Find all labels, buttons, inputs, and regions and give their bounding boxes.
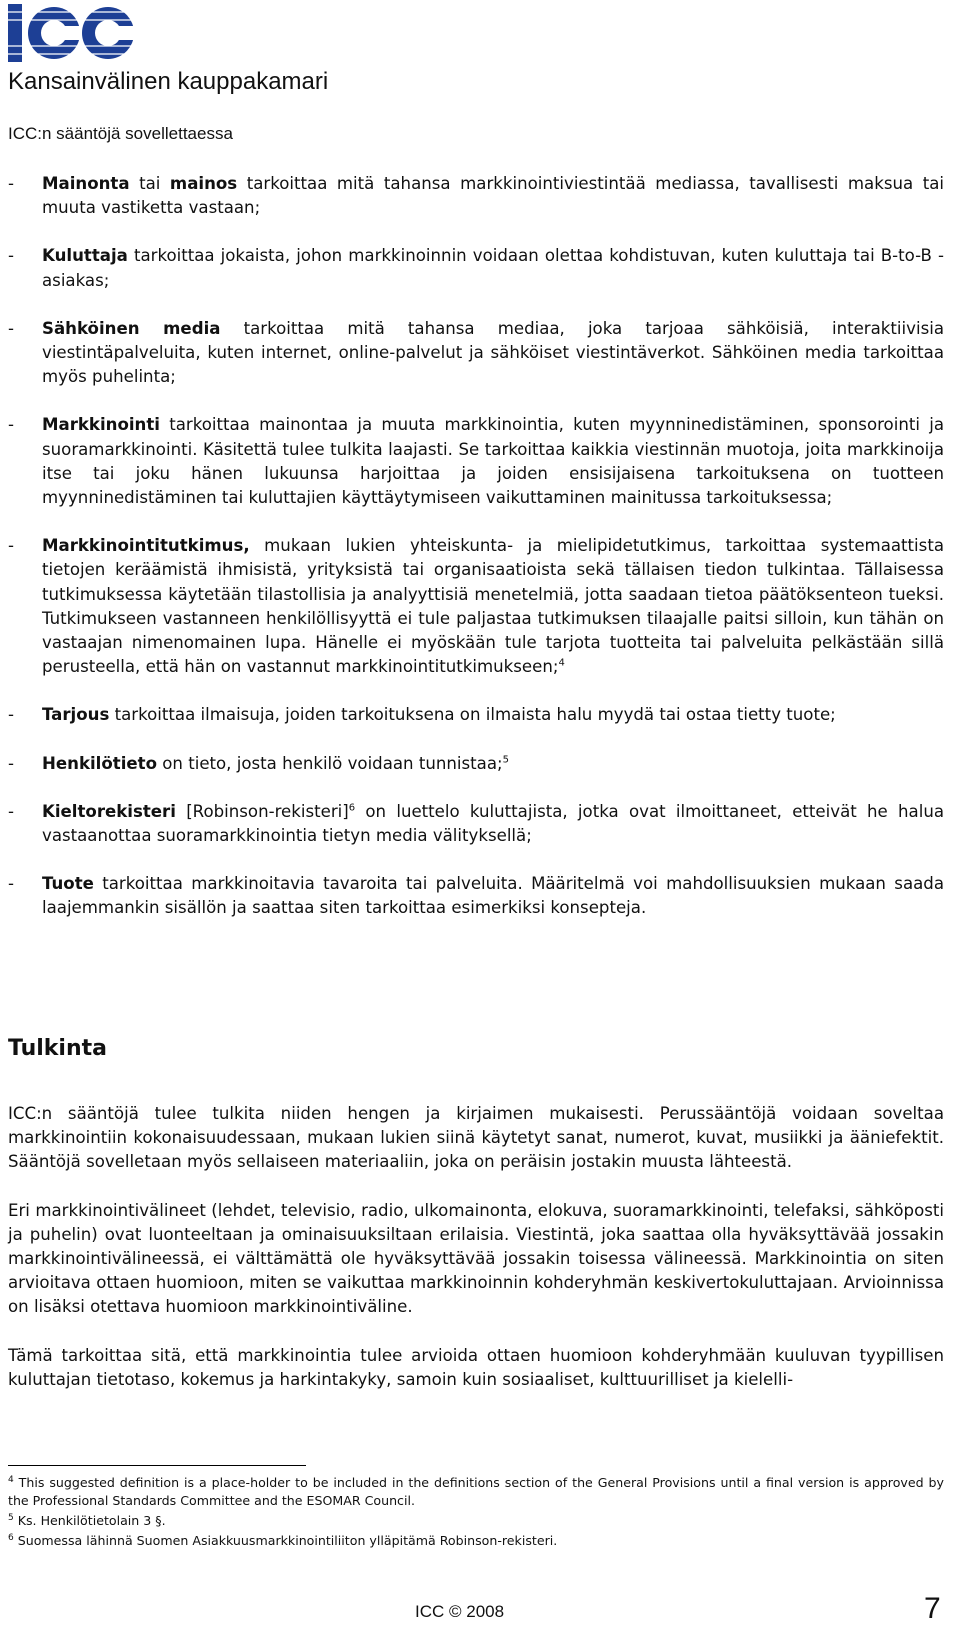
definition-text: on tieto, josta henkilö voidaan tunnistaa; (156, 753, 503, 773)
list-dash: - (8, 318, 14, 338)
definition-item (8, 172, 944, 220)
definition-text: tarkoittaa jokaista, johon markkinoinnin voidaan olettaa kohdistuvan, kuten kuluttaja tai B-to-B -asiakas; (42, 246, 944, 290)
footnote-ref[interactable]: 4 (558, 657, 565, 669)
paragraph: ICC:n sääntöjä tulee tulkita niiden hengen ja kirjaimen mukaisesti. Perussääntöjä voidaan soveltaa markkinointiin kokonaisuudessaan, mukaan lukien siinä käytetyt sanat, numerot, kuvat, musiikki ja ääniefektit. Sääntöjä sovelletaan myös sellaiseen materiaaliin, joka on peräisin jostakin muusta lähteestä. (8, 1104, 944, 1172)
list-dash: - (8, 174, 14, 193)
footnote-ref[interactable]: 5 (502, 754, 509, 766)
definition-item (8, 244, 944, 292)
term: Kieltorekisteri (42, 801, 176, 821)
definition-item (8, 800, 944, 848)
paragraph: Eri markkinointivälineet (lehdet, televisio, radio, ulkomainonta, elokuva, suoramarkkinointi, telefaksi, sähköposti ja puhelin) ovat luonteeltaan ja ominaisuuksiltaan erilaisia. Viestintä, joka saattaa olla hyväksyttävää jossakin markkinointivälineessä, ei välttämättä ole hyväksyttävää jossakin toisessa välineessä. Markkinointia on siten arvioitava ottaen huomioon, miten se vaikuttaa markkinoinnin kohderyhmän keskivertokuluttajaan. Arvioinnissa on lisäksi otettava huomioon markkinointiväline. (8, 1200, 944, 1317)
footnote (8, 1474, 944, 1510)
footnote-divider (8, 1465, 306, 1466)
list-dash: - (8, 536, 14, 556)
definition-item (8, 752, 944, 776)
footnote (8, 1512, 944, 1530)
definitions-list (8, 172, 944, 945)
definition-text: tai (129, 174, 170, 193)
definition-text: tarkoittaa mitä tahansa mediaa, joka tarjoaa sähköisiä, interaktiivisia viestintäpalveluita, kuten internet, online-palvelut ja sähköiset viestintäverkot. Sähköinen media tarkoittaa myös puhelinta; (42, 318, 944, 387)
definition-item (8, 413, 944, 510)
definition-item (8, 703, 944, 727)
footnote-text: This suggested definition is a place-holder to be included in the definitions section of the General Provisions until a final version is approved by the Professional Standards Committee and the ESOMAR Council. (8, 1475, 944, 1508)
list-dash: - (8, 246, 14, 266)
footnote-text: Ks. Henkilötietolain 3 §. (13, 1513, 166, 1528)
org-title: Kansainvälinen kauppakamari (8, 68, 329, 95)
definition-item (8, 317, 944, 390)
page-number: 7 (924, 1592, 941, 1625)
context-line: ICC:n sääntöjä sovellettaessa (8, 124, 233, 143)
definition-text: on luettelo kuluttajista, jotka ovat ilmoittaneet, etteivät he halua vastaanottaa suoramarkkinointia tietyn media välityksellä; (42, 801, 944, 846)
list-dash: - (8, 801, 14, 821)
definition-text: tarkoittaa markkinoitavia tavaroita tai palveluita. Määritelmä voi mahdollisuuksien mukaan saada laajemmankin sisällön ja saattaa siten tarkoittaa esimerkiksi konsepteja. (42, 874, 944, 918)
term: Markkinointitutkimus, (42, 536, 250, 556)
term: mainos (169, 174, 238, 193)
footnote-text: Suomessa lähinnä Suomen Asiakkuusmarkkinointiliiton ylläpitämä Robinson-rekisteri. (13, 1533, 558, 1548)
icc-logo (8, 4, 140, 62)
footnote (8, 1532, 944, 1550)
definition-text: tarkoittaa mainontaa ja muuta markkinointia, kuten myynninedistäminen, sponsorointi ja suoramarkkinointi. Käsitettä tulee tulkita laajasti. Se tarkoittaa kaikkia viestinnän muotoja, joita markkinoija itse tai joku hänen lukuunsa harjoittaa ja joiden ensisijaisena tarkoituksena on tuotteen myynninedistäminen tai kuluttajien käyttäytymiseen vaikuttaminen mainitussa tarkoituksessa; (42, 415, 944, 508)
definition-text: mukaan lukien yhteiskunta- ja mielipidetutkimus, tarkoittaa systemaattista tietojen keräämistä ihmisistä, yrityksistä tai organisaatioista sekä tällaisen tiedon tulkintaa. Tällaisessa tutkimuksessa käytetään tilastollisia ja analyyttisiä menetelmiä, jotta saadaan tietoa päätöksenteon tueksi. Tutkimukseen vastanneen henkilöllisyyttä ei tule paljastaa tutkimuksen tilaajalle paitsi silloin, kun tähän on vastaajan nimenomainen lupa. Hänelle ei myöskään tule tarjota tuotteita tai palveluita pelkästään sillä perusteella, että hän on vastannut markkinointitutkimukseen; (42, 536, 944, 677)
definition-text: tarkoittaa ilmaisuja, joiden tarkoituksena on ilmaista halu myydä tai ostaa tietty tuote; (109, 705, 836, 725)
definition-item (8, 534, 944, 679)
list-dash: - (8, 874, 14, 894)
definition-text: tarkoittaa mitä tahansa markkinointiviestintää mediassa, tavallisesti maksua tai muuta vastiketta vastaan; (42, 174, 944, 218)
term: Kuluttaja (42, 246, 128, 266)
term: Markkinointi (42, 415, 160, 435)
body-text (8, 1102, 944, 1416)
term: Henkilötieto (42, 753, 157, 773)
paragraph: Tämä tarkoittaa sitä, että markkinointia tulee arvioida ottaen huomioon kohderyhmään kuuluvan tyypillisen kuluttajan tietotaso, kokemus ja harkintakyky, samoin kuin sosiaaliset, kulttuurilliset ja kielelli- (8, 1345, 944, 1389)
footnote-number: 5 (8, 1512, 14, 1523)
list-dash: - (8, 415, 14, 435)
footnote-number: 6 (8, 1532, 14, 1543)
definition-item (8, 872, 944, 920)
term: Sähköinen media (42, 318, 221, 338)
term: Tuote (42, 874, 94, 894)
section-heading: Tulkinta (8, 1036, 107, 1061)
term: Mainonta (42, 174, 130, 193)
term: Tarjous (42, 705, 110, 725)
footnotes (8, 1474, 944, 1552)
footer-copyright: ICC © 2008 (415, 1602, 505, 1621)
definition-text: [Robinson-rekisteri] (175, 801, 349, 821)
footnote-number: 4 (8, 1474, 14, 1485)
list-dash: - (8, 705, 14, 725)
list-dash: - (8, 753, 14, 773)
footnote-ref[interactable]: 6 (348, 802, 356, 814)
